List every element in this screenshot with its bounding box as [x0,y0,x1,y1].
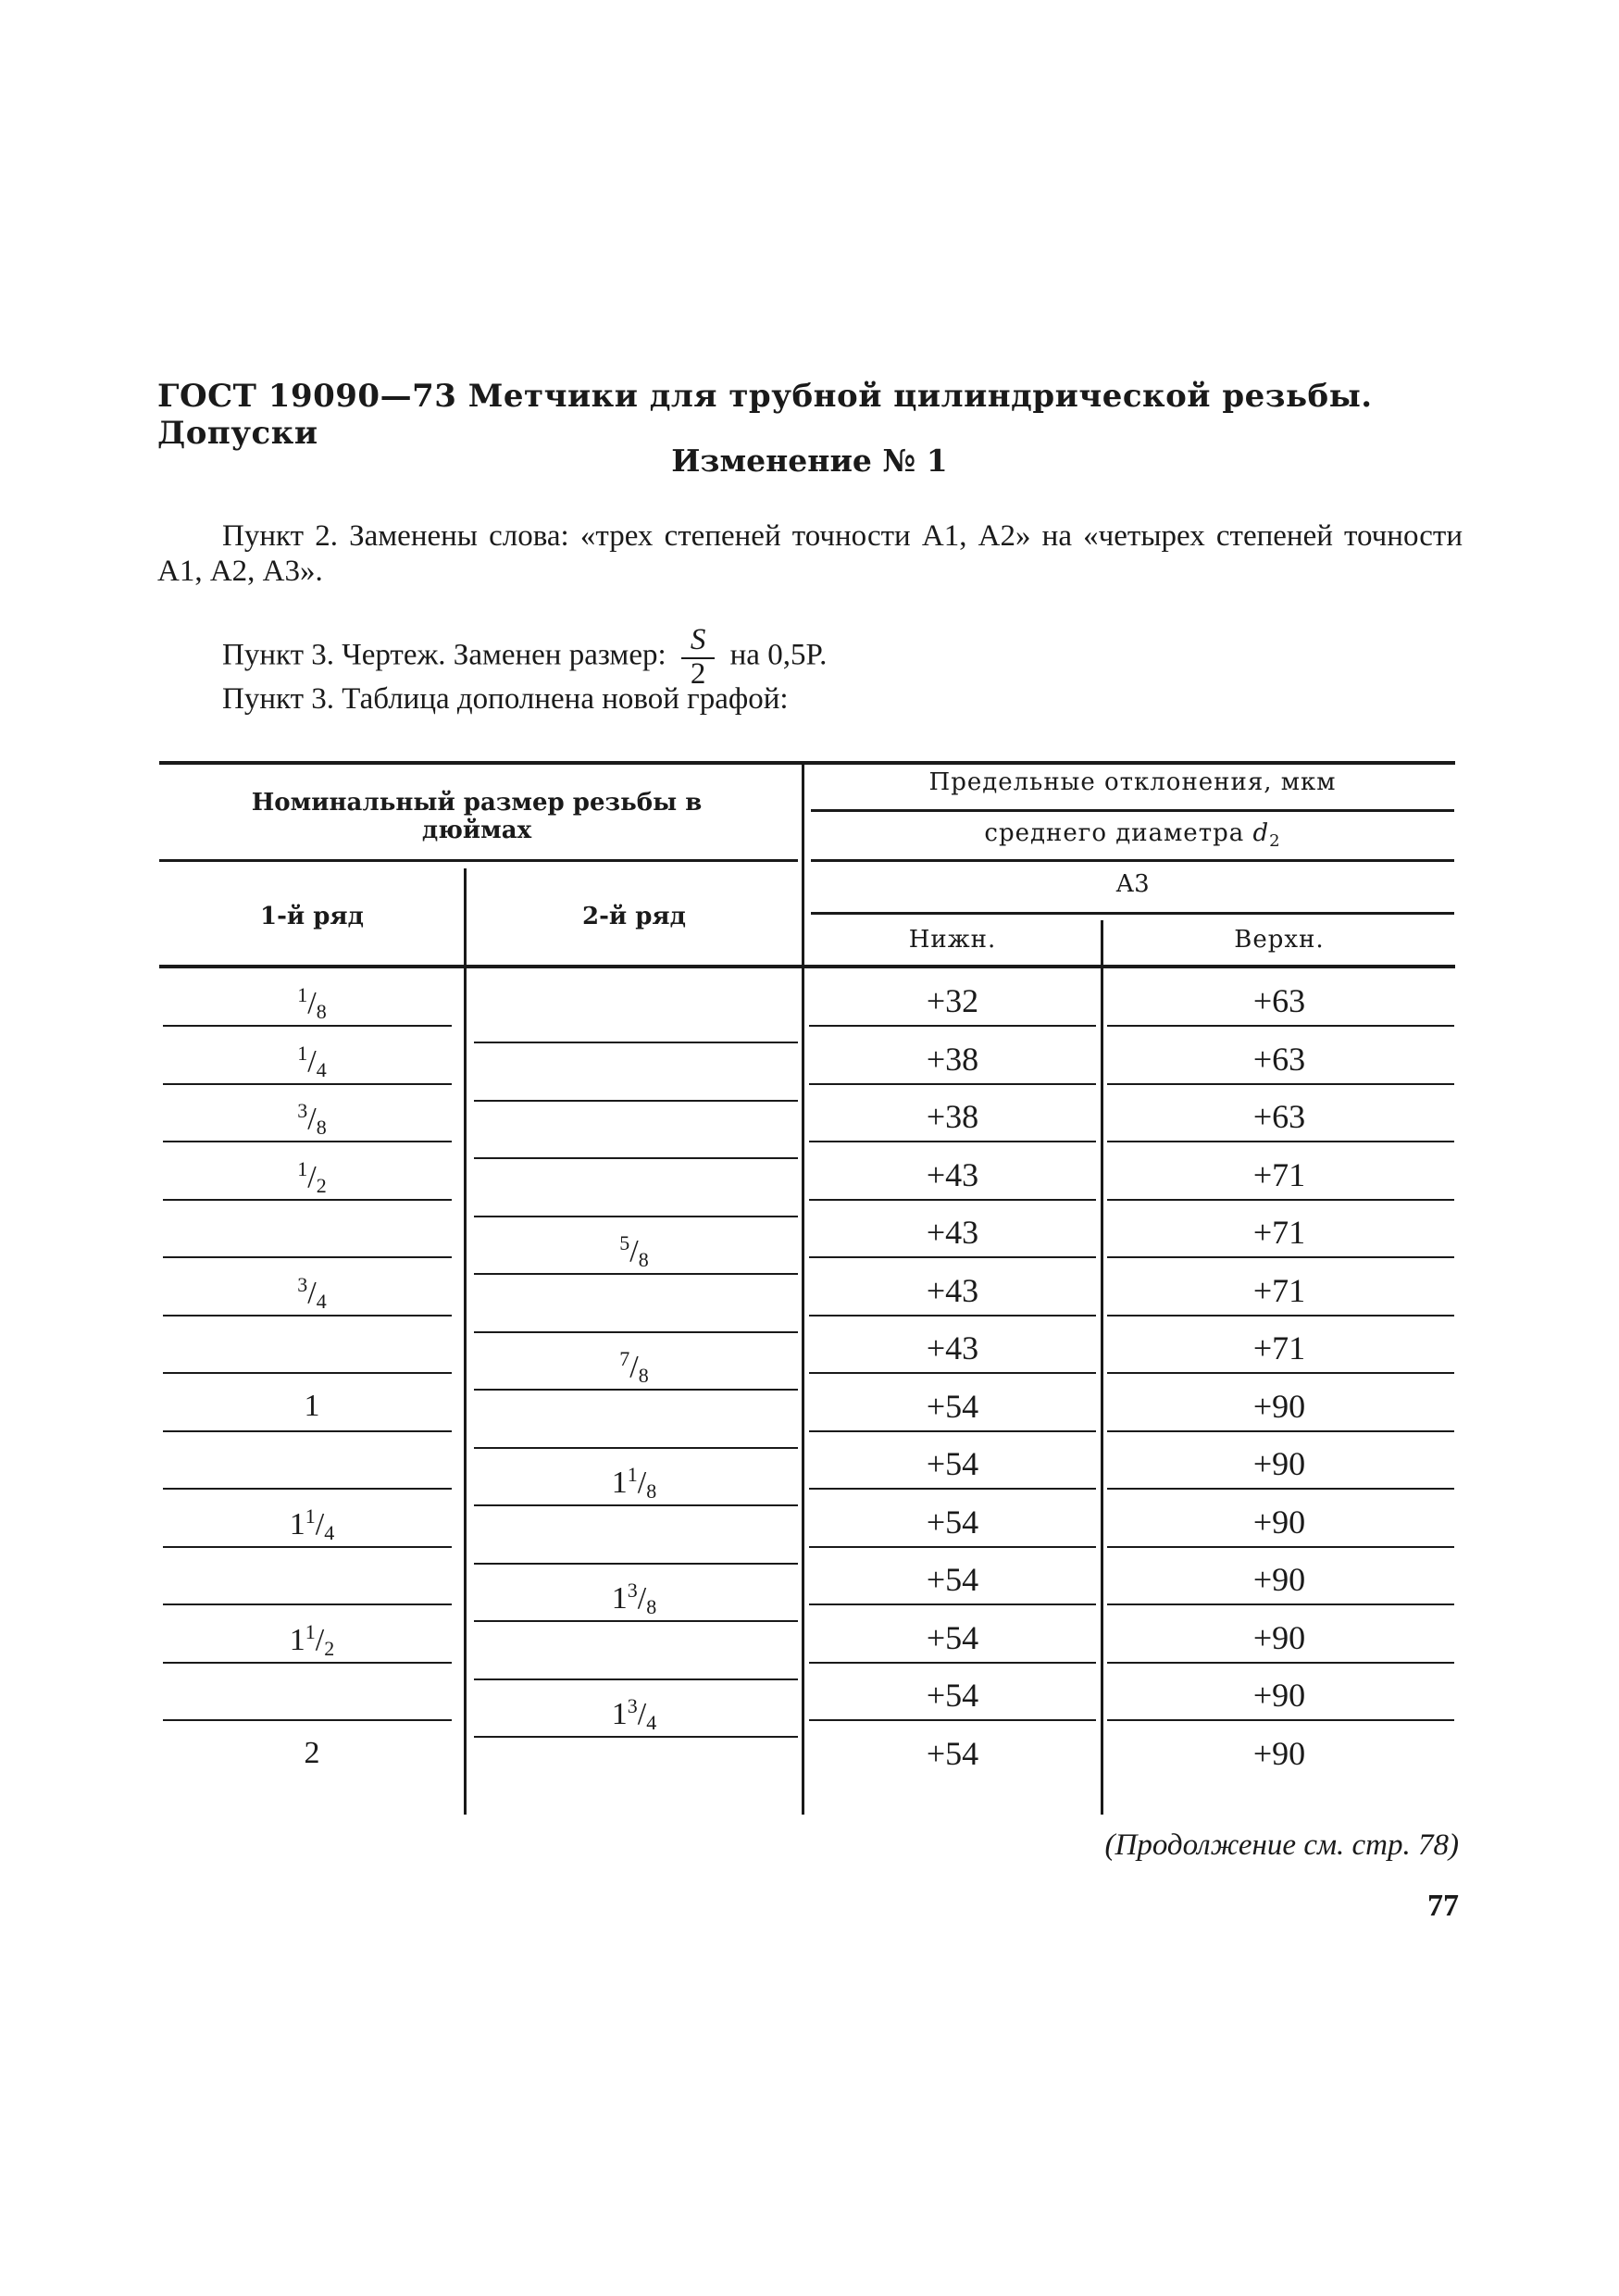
r2-numerator: 1 [627,1463,638,1486]
lower-deviation: +54 [926,1734,979,1772]
row-rule-mid [474,1331,798,1333]
row-rule-left [163,1315,452,1316]
header-rule-d2 [811,859,1454,862]
header-limit-deviations: Предельные отклонения, мкм [928,768,1337,796]
upper-deviation: +71 [1252,1271,1306,1309]
lower-deviation: +54 [926,1618,979,1656]
r2-whole: 1 [611,1581,628,1616]
r1-size: $1^1/_2$ [289,1619,335,1660]
row-rule-upper [1107,1199,1454,1201]
r1-whole: 2 [304,1735,320,1770]
r1-numerator: 1 [297,1156,308,1180]
row-rule-left [163,1603,452,1605]
header-upper: Верхн. [1234,926,1325,954]
row-rule-lower [809,1141,1096,1142]
header-d2-subscript: 2 [1269,831,1281,852]
header-row-2: 2-й ряд [582,903,686,930]
lower-deviation: +38 [926,1098,979,1135]
row-rule-upper [1107,1315,1454,1316]
r1-whole: 1 [304,1388,320,1423]
row-rule-left [163,1199,452,1201]
r1-denominator: 2 [324,1636,335,1660]
r1-size: $^3/_8$ [297,1099,327,1139]
header-rule-limits [811,809,1454,812]
row-rule-lower [809,1025,1096,1027]
row-rule-mid [474,1563,798,1565]
r1-numerator: 1 [305,1504,316,1528]
row-rule-left [163,1662,452,1664]
amendment-title: Изменение № 1 [671,443,948,479]
row-rule-upper [1107,1488,1454,1490]
document-title: ГОСТ 19090—73 Метчики для трубной цилиндрической резьбы. Допуски [157,378,1373,452]
row-rule-mid [474,1042,798,1043]
r1-denominator: 2 [316,1173,327,1197]
header-bottom-rule [159,965,1455,968]
header-rule-a3 [811,912,1454,915]
upper-deviation: +63 [1252,982,1306,1019]
row-rule-mid [474,1157,798,1159]
r2-size: $1^1/_8$ [611,1463,657,1503]
row-rule-mid [474,1100,798,1102]
row-rule-mid [474,1736,798,1738]
row-rule-left [163,1141,452,1142]
upper-deviation: +90 [1252,1445,1306,1482]
row-rule-upper [1107,1662,1454,1664]
row-rule-upper [1107,1141,1454,1142]
row-rule-mid [474,1620,798,1622]
r2-size: $1^3/_4$ [611,1694,657,1734]
r1-size: $^3/_4$ [297,1272,327,1313]
continuation-note: (Продолжение см. стр. 78) [1104,1828,1459,1862]
header-pitch-diameter-text: среднего диаметра [984,819,1245,847]
header-d2-symbol: d [1252,819,1270,847]
lower-deviation: +43 [926,1271,979,1309]
r1-denominator: 4 [316,1289,327,1313]
fraction-numerator: S [690,623,706,656]
r2-numerator: 3 [627,1578,638,1602]
header-nominal-size: Номинальный размер резьбы в дюймах [251,789,703,844]
row-rule-upper [1107,1372,1454,1374]
r2-whole: 1 [611,1466,628,1500]
row-rule-left [163,1546,452,1548]
row-rule-lower [809,1546,1096,1548]
lower-deviation: +54 [926,1677,979,1714]
r1-size: $^1/_8$ [297,983,327,1023]
row-rule-upper [1107,1546,1454,1548]
r2-whole: 1 [611,1697,628,1731]
lower-deviation: +54 [926,1387,979,1425]
r1-denominator: 8 [316,1000,327,1023]
header-lower: Нижн. [908,926,997,954]
lower-deviation: +54 [926,1445,979,1482]
header-row-1: 1-й ряд [260,903,364,930]
row-rule-left [163,1372,452,1374]
row-rule-lower [809,1430,1096,1432]
r1-denominator: 8 [316,1116,327,1139]
row-rule-lower [809,1083,1096,1085]
upper-deviation: +71 [1252,1155,1306,1193]
r2-denominator: 4 [646,1711,657,1734]
row-rule-lower [809,1256,1096,1258]
row-rule-lower [809,1315,1096,1316]
row-rule-left [163,1256,452,1258]
upper-deviation: +90 [1252,1561,1306,1598]
row-rule-left [163,1719,452,1721]
upper-deviation: +90 [1252,1677,1306,1714]
paragraph-2-before: Пункт 3. Чертеж. Заменен размер: [222,638,666,672]
r2-size: $^7/_8$ [619,1347,649,1387]
r1-numerator: 1 [297,1041,308,1065]
header-rule-nominal [159,859,798,862]
r1-numerator: 1 [297,983,308,1006]
r1-size: $^1/_4$ [297,1041,327,1081]
r2-numerator: 3 [627,1694,638,1717]
row-rule-lower [809,1662,1096,1664]
r2-size: $1^3/_8$ [611,1578,657,1618]
paragraph-1-text: Пункт 2. Заменены слова: «трех степеней точности А1, А2» на «четырех степеней точности А1, А2, А3». [157,519,1463,588]
upper-deviation: +90 [1252,1734,1306,1772]
table-top-rule [159,761,1455,765]
upper-deviation: +90 [1252,1387,1306,1425]
row-rule-upper [1107,1256,1454,1258]
header-pitch-diameter [811,819,1454,855]
row-rule-upper [1107,1025,1454,1027]
r1-denominator: 4 [316,1057,327,1081]
paragraph-2-after: на 0,5P. [729,638,828,672]
row-rule-lower [809,1372,1096,1374]
lower-deviation: +43 [926,1329,979,1366]
row-rule-lower [809,1603,1096,1605]
upper-deviation: +71 [1252,1329,1306,1366]
row-rule-upper [1107,1603,1454,1605]
row-rule-mid [474,1504,798,1506]
row-rule-mid [474,1389,798,1391]
r1-numerator: 3 [297,1099,308,1122]
r1-size [159,1389,465,1424]
fraction-denominator: 2 [681,657,716,690]
r1-size: $1^1/_4$ [289,1504,335,1544]
r2-numerator: 5 [619,1231,630,1254]
row-rule-mid [474,1216,798,1217]
r2-denominator: 8 [646,1595,657,1618]
lower-deviation: +38 [926,1040,979,1078]
upper-deviation: +90 [1252,1618,1306,1656]
lower-deviation: +54 [926,1561,979,1598]
row-rule-upper [1107,1083,1454,1085]
r2-numerator: 7 [619,1347,630,1370]
r2-denominator: 8 [646,1479,657,1503]
row-rule-lower [809,1719,1096,1721]
r1-size: $^1/_2$ [297,1156,327,1197]
r1-numerator: 3 [297,1272,308,1296]
row-rule-lower [809,1199,1096,1201]
row-rule-mid [474,1678,798,1680]
r2-denominator: 8 [638,1248,649,1271]
r1-size [159,1736,465,1771]
row-rule-lower [809,1488,1096,1490]
upper-deviation: +71 [1252,1214,1306,1251]
row-rule-left [163,1083,452,1085]
row-rule-upper [1107,1719,1454,1721]
header-class-a3: А3 [1115,870,1150,898]
row-rule-left [163,1430,452,1432]
row-rule-left [163,1488,452,1490]
row-rule-upper [1107,1430,1454,1432]
r1-whole: 1 [289,1506,305,1541]
lower-deviation: +43 [926,1155,979,1193]
row-rule-mid [474,1447,798,1449]
row-rule-left [163,1025,452,1027]
page-number: 77 [1427,1889,1459,1923]
row-rule-mid [474,1273,798,1275]
r1-numerator: 1 [305,1619,316,1643]
lower-deviation: +43 [926,1214,979,1251]
upper-deviation: +63 [1252,1040,1306,1078]
paragraph-3: Пункт 3. Таблица дополнена новой графой: [222,682,789,716]
r1-denominator: 4 [324,1520,335,1544]
r2-denominator: 8 [638,1364,649,1387]
lower-deviation: +54 [926,1503,979,1541]
lower-deviation: +32 [926,982,979,1019]
r2-size: $^5/_8$ [619,1231,649,1271]
upper-deviation: +63 [1252,1098,1306,1135]
r1-whole: 1 [289,1622,305,1657]
upper-deviation: +90 [1252,1503,1306,1541]
